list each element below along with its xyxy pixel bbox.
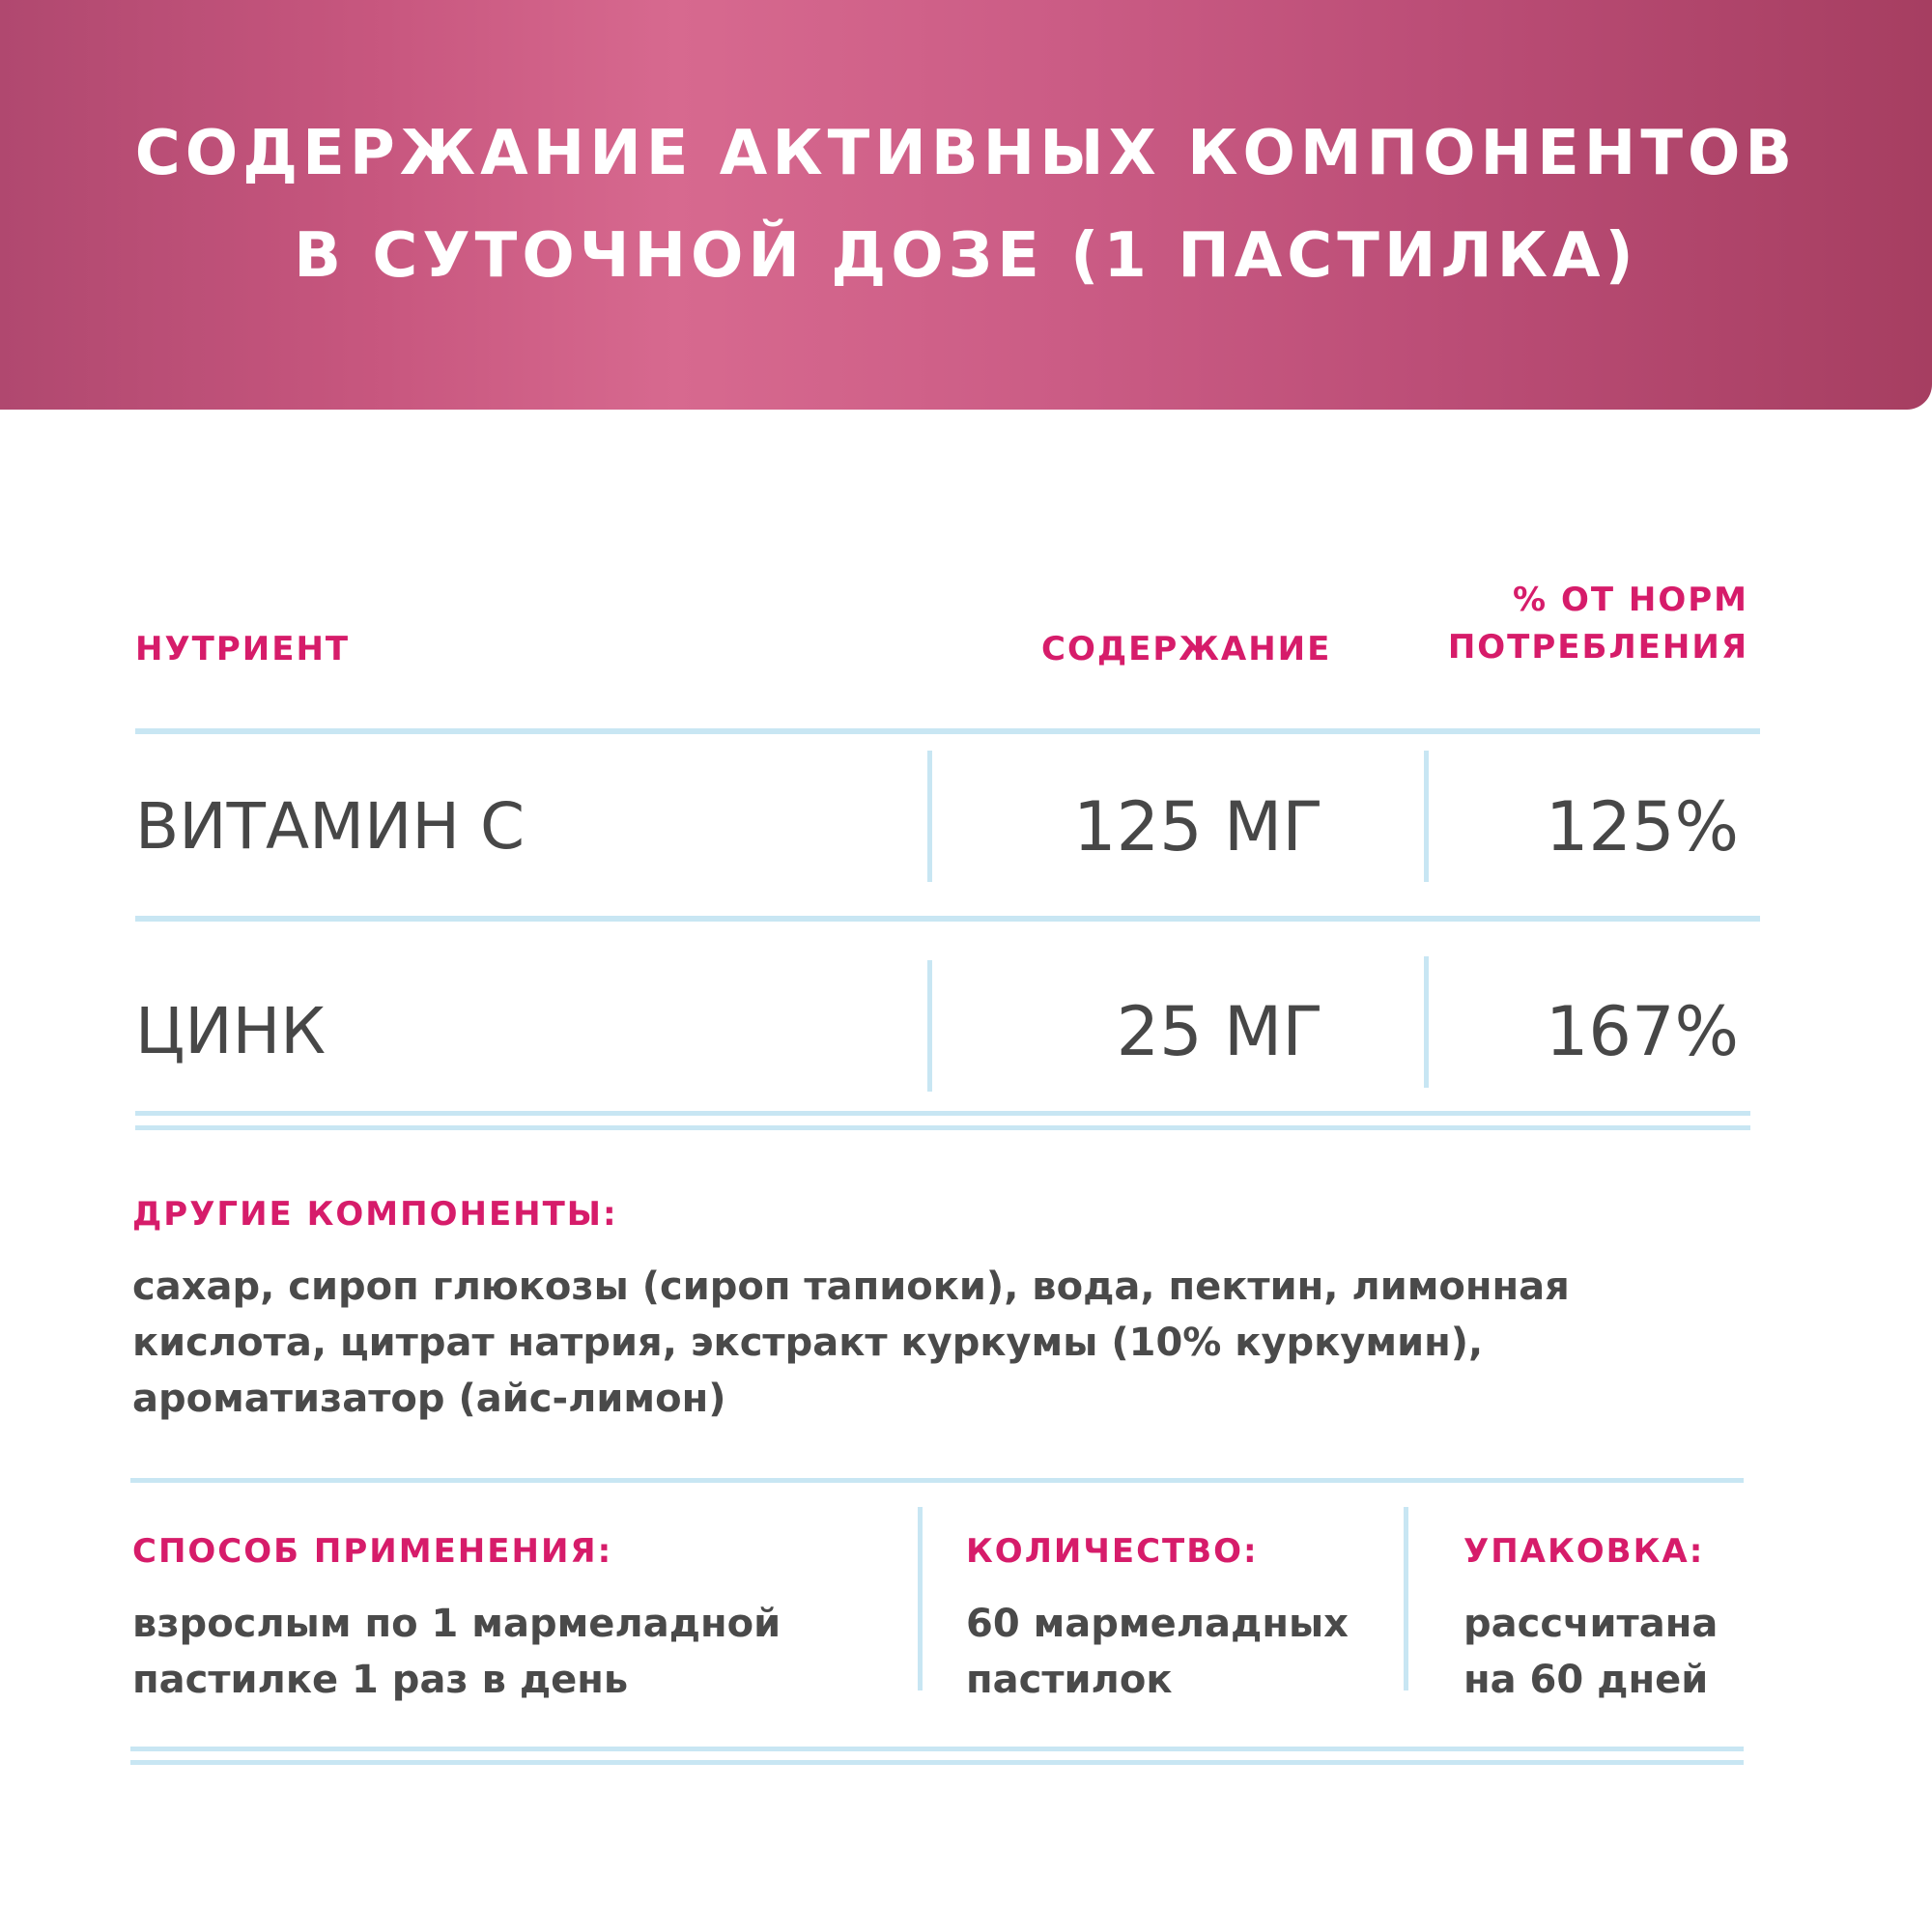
package-line: рассчитана [1463,1602,1719,1646]
column-header-content: СОДЕРЖАНИЕ [1041,630,1332,668]
quantity-heading: КОЛИЧЕСТВО: [966,1532,1259,1571]
usage-heading: СПОСОБ ПРИМЕНЕНИЯ: [132,1532,613,1571]
table-bottom-rule-2 [135,1125,1750,1130]
table-row-content: 25 МГ [1116,992,1323,1071]
section-divider [130,1478,1744,1483]
other-components-line: кислота, цитрат натрия, экстракт куркумы (10% куркумин), [132,1321,1484,1365]
table-row-percent: 125% [1545,787,1739,867]
page-title-line-1: СОДЕРЖАНИЕ АКТИВНЫХ КОМПОНЕНТОВ [134,118,1798,189]
table-row-percent: 167% [1545,992,1739,1071]
quantity-line: пастилок [966,1658,1173,1702]
quantity-line: 60 мармеладных [966,1602,1349,1646]
table-row-divider [135,916,1760,922]
package-heading: УПАКОВКА: [1463,1532,1705,1571]
footer-rule-1 [130,1747,1744,1751]
column-divider [1404,1507,1408,1690]
column-divider [927,751,932,882]
column-divider [918,1507,923,1690]
column-header-percent-line-1: % ОТ НОРМ [1513,581,1748,619]
column-divider [927,960,932,1092]
header-banner [0,0,1932,410]
other-components-heading: ДРУГИЕ КОМПОНЕНТЫ: [132,1195,618,1234]
table-row-nutrient: ЦИНК [135,994,327,1068]
column-header-percent-line-2: ПОТРЕБЛЕНИЯ [1447,628,1748,667]
other-components-line: сахар, сироп глюкозы (сироп тапиоки), вода, пектин, лимонная [132,1264,1570,1309]
other-components-line: ароматизатор (айс-лимон) [132,1377,726,1421]
column-header-nutrient: НУТРИЕНТ [135,630,351,668]
column-divider [1424,751,1429,882]
package-line: на 60 дней [1463,1658,1709,1702]
page-title-line-2: В СУТОЧНОЙ ДОЗЕ (1 ПАСТИЛКА) [294,220,1638,292]
table-top-rule [135,728,1760,734]
footer-rule-2 [130,1760,1744,1765]
column-divider [1424,956,1429,1088]
table-row-nutrient: ВИТАМИН С [135,789,526,864]
usage-line: взрослым по 1 мармеладной [132,1602,781,1646]
table-bottom-rule-1 [135,1111,1750,1116]
table-row-content: 125 МГ [1073,787,1323,867]
usage-line: пастилке 1 раз в день [132,1658,629,1702]
